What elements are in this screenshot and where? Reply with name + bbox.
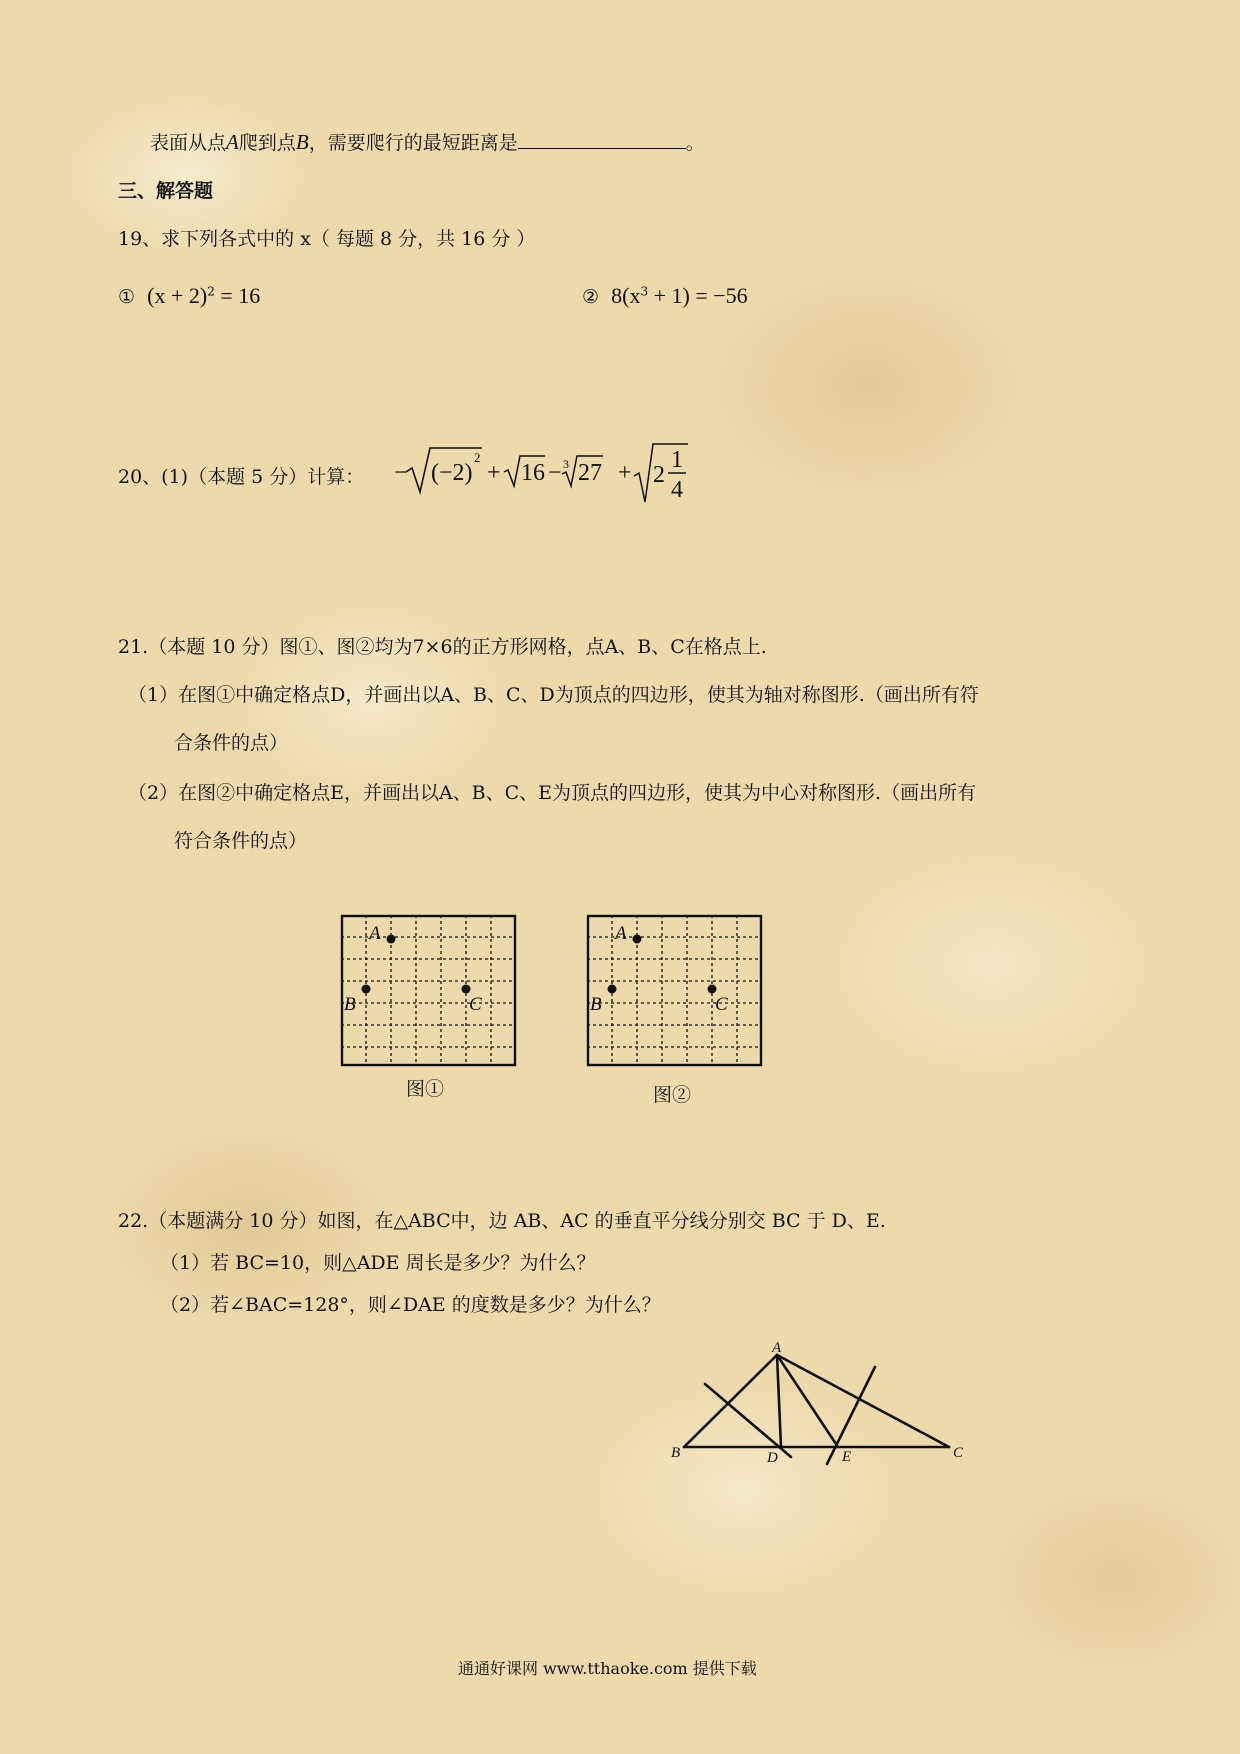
q20-prefix: 20、(1)（本题 5 分）计算： <box>118 466 365 488</box>
q19-eq2: ② $8(x^3 + 1) = -56$ <box>582 283 748 308</box>
grid2-label-b: B <box>590 994 602 1015</box>
q22-p1: （1）若 BC=10，则△ADE 周长是多少？为什么？ <box>160 1252 596 1274</box>
grid2-point-a <box>633 935 642 944</box>
formula-exp: 2 <box>474 450 481 465</box>
q22-head: 22.（本题满分 10 分）如图，在△ABC中，边 AB、AC 的垂直平分线分别交 BC 于 D、E. <box>118 1210 886 1232</box>
tri-label-e: E <box>842 1449 852 1465</box>
grid1-label-a: A <box>369 923 381 944</box>
formula-plus1: + <box>487 460 501 486</box>
triangle-figure <box>660 1340 970 1480</box>
grid1-point-c <box>462 985 471 994</box>
grid-figure-1 <box>341 915 517 1067</box>
q21-p2a: （2）在图②中确定格点E，并画出以A、B、C、E为顶点的四边形，使其为中心对称图形.（画出所有 <box>128 782 977 804</box>
grid1-label-b: B <box>344 994 356 1015</box>
q20-formula <box>390 440 700 510</box>
formula-cube-index: 3 <box>563 457 569 471</box>
grid1-label-c: C <box>469 994 482 1015</box>
formula-neg: − <box>394 460 408 486</box>
grid-figure-2-caption: 图② <box>653 1084 692 1106</box>
segment-ae <box>777 1355 838 1447</box>
page-footer: 通通好课网 www.tthaoke.com 提供下载 <box>458 1659 757 1678</box>
q21-p1b: 合条件的点） <box>174 732 289 754</box>
grid1-point-a <box>387 935 396 944</box>
segment-ad <box>777 1355 781 1447</box>
formula-27: 27 <box>578 460 602 486</box>
point-b-label: B <box>295 130 309 154</box>
answer-blank[interactable] <box>518 130 686 149</box>
formula-minus: − <box>548 460 562 486</box>
tri-label-a: A <box>772 1340 782 1356</box>
q22-p2: （2）若∠BAC=128°，则∠DAE 的度数是多少？为什么？ <box>160 1294 661 1316</box>
q21-head: 21.（本题 10 分）图①、图②均为7×6的正方形网格，点A、B、C在格点上. <box>118 636 767 658</box>
point-a-label: A <box>226 130 239 154</box>
tri-label-b: B <box>671 1445 681 1461</box>
q21-p1a: （1）在图①中确定格点D，并画出以A、B、C、D为顶点的四边形，使其为轴对称图形.（画出所有符 <box>128 684 979 706</box>
top-line: 表面从点A爬到点B，需要爬行的最短距离是 。 <box>150 130 705 154</box>
grid2-point-b <box>608 985 617 994</box>
tri-label-c: C <box>953 1445 964 1461</box>
formula-16: 16 <box>521 460 545 486</box>
q19-text: 19、求下列各式中的 x（ 每题 8 分，共 16 分 ） <box>118 228 536 250</box>
tri-label-d: D <box>767 1450 778 1466</box>
formula-plus2: + <box>618 460 632 486</box>
section-title: 三、解答题 <box>118 180 214 202</box>
grid-figure-2 <box>587 915 763 1067</box>
q21-p2b: 符合条件的点） <box>174 830 308 852</box>
formula-whole: 2 <box>653 462 665 488</box>
formula-num: 1 <box>671 447 683 473</box>
grid1-point-b <box>362 985 371 994</box>
grid2-label-c: C <box>715 994 728 1015</box>
q19-eq1: ① $(x + 2)^2 = 16$ <box>118 283 261 308</box>
formula-den: 4 <box>671 477 683 503</box>
grid2-point-c <box>708 985 717 994</box>
grid-figure-1-caption: 图① <box>406 1078 445 1100</box>
formula-inner: (−2) <box>431 460 473 486</box>
grid2-label-a: A <box>615 923 627 944</box>
side-ac <box>777 1355 949 1447</box>
